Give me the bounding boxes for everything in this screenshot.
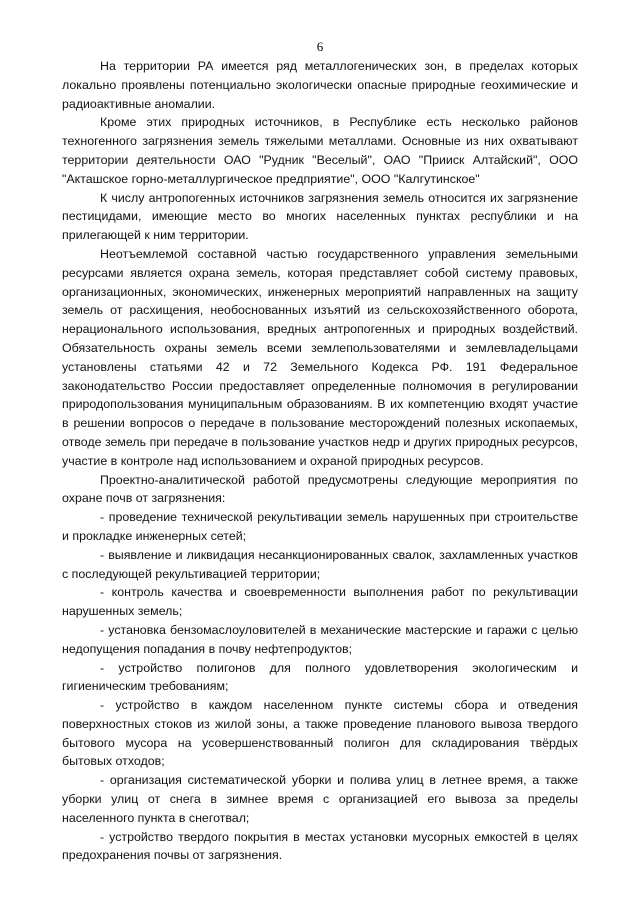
list-item-oil-separators: - установка бензомаслоуловителей в механические мастерские и гаражи с целью недопущения попадания в почву нефтепродуктов; bbox=[62, 622, 578, 656]
paragraph-technogenic-pollution: Кроме этих природных источников, в Республике есть несколько районов техногенного загрязнения земель тяжелыми металлами. Основные из них охватывают территории деятельности ОАО "Рудник "Веселый", ОАО "Прииск Алтайский", ООО "Акташское горно-металлургическое предприятие", ООО "Калгутинское" bbox=[62, 115, 578, 186]
list-item-dumps: - выявление и ликвидация несанкционированных свалок, захламленных участков с последующей рекультивацией территории; bbox=[62, 547, 578, 581]
page-number: 6 bbox=[316, 39, 324, 54]
paragraph-land-protection: Неотъемлемой составной частью государственного управления земельными ресурсами является охрана земель, которая представляет собой систему правовых, организационных, экономических, инженерных мероприятий направленных на защиту земель от расхищения, необоснованных изъятий из сельскохозяйственного оборота, нерационального использования, вредных антропогенных и природных воздействий. Обязательность охраны земель всеми землепользователями и землевладельцами установлены статьями 42 и 72 Земельного Кодекса РФ. 191 Федеральное законодательство России предоставляет определенные полномочия в регулировании природопользования муниципальным образованиям. В их компетенцию входят участие в решении вопросов о передаче в пользование месторождений полезных ископаемых, отводе земель при передаче в пользование участков недр и других природных ресурсов, участие в контроле над использованием и охраной природных ресурсов. bbox=[62, 246, 578, 468]
list-item-reclamation: - проведение технической рекультивации земель нарушенных при строительстве и прокладке инженерных сетей; bbox=[62, 510, 578, 543]
list-item-landfills: - устройство полигонов для полного удовлетворения экологическим и гигиеническим требованиям; bbox=[62, 660, 578, 694]
paragraph-pesticides: К числу антропогенных источников загрязнения земель относится их загрязнение пестицидами, имеющие место во многих населенных пунктах республики и на прилегающей к ним территории. bbox=[62, 190, 578, 243]
list-item-hard-surface: - устройство твердого покрытия в местах установки мусорных емкостей в целях предохранения почвы от загрязнения. bbox=[62, 829, 578, 863]
list-item-street-cleaning: - организация систематической уборки и полива улиц в летнее время, а также уборки улиц от снега в зимнее время с организацией его вывоза за пределы населенного пункта в снеготвал; bbox=[62, 773, 578, 825]
list-item-runoff-system: - устройство в каждом населенном пункте системы сбора и отведения поверхностных стоков из жилой зоны, а также проведение планового вывоза твердого бытового мусора на усовершенствованный полигон для складирования твёрдых бытовых отходов; bbox=[62, 698, 578, 769]
list-item-quality-control: - контроль качества и своевременности выполнения работ по рекультивации нарушенных земель; bbox=[62, 585, 578, 619]
document-body bbox=[62, 57, 578, 865]
paragraph-measures-intro: Проектно-аналитической работой предусмотрены следующие мероприятия по охране почв от загрязнения: bbox=[62, 472, 578, 506]
paragraph-metallogenic-zones: На территории РА имеется ряд металлогенических зон, в пределах которых локально проявлены потенциально экологически опасные природные геохимические и радиоактивные аномалии. bbox=[62, 59, 578, 111]
